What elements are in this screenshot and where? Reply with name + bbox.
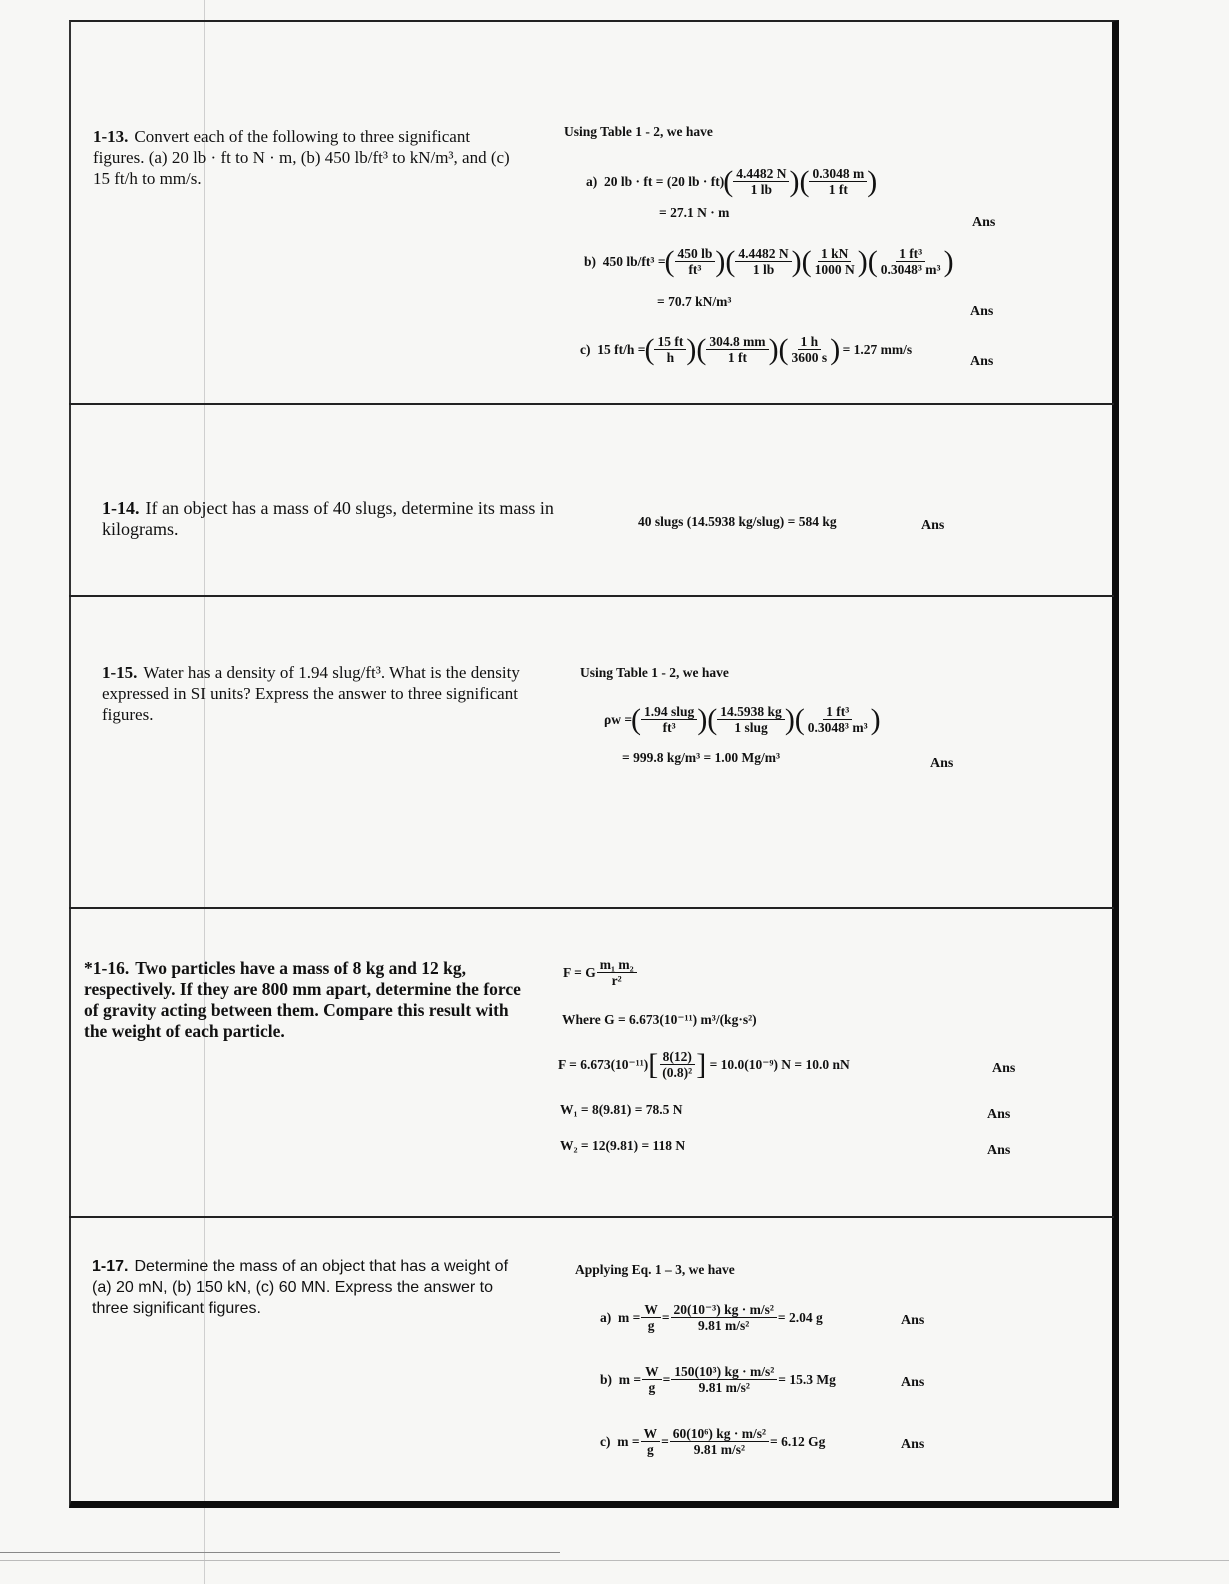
problem-1-13-question [93, 126, 525, 189]
fraction-numerator: 1 kN [818, 246, 851, 262]
answer-marker: Ans [921, 518, 945, 533]
fraction-numerator: 8(12) [660, 1049, 695, 1065]
fraction-numerator: 20(10⁻³) kg · m/s² [671, 1302, 777, 1318]
equation-lhs: F = 6.673(10⁻¹¹) [558, 1056, 649, 1072]
equation-lhs: m = [618, 1371, 642, 1387]
fraction-denominator: 1 slug [734, 720, 768, 735]
answer-marker: Ans [970, 304, 994, 319]
fraction-numerator: W [642, 1364, 662, 1380]
part-label: a) [600, 1309, 612, 1325]
problem-1-15-question [102, 662, 538, 725]
fraction-denominator: g [646, 1442, 654, 1457]
problem-1-17-part-b: b) m = $\frac{W}{g}$ = $\frac{\text{150(10³) kg · m/s²}}{\text{9.81 m/s²}}$ = 15.3 Mg [600, 1364, 836, 1395]
answer-marker: Ans [901, 1375, 925, 1390]
problem-1-16-where: Where G = 6.673(10⁻¹¹) m³/(kg·s²) [562, 1012, 757, 1027]
equation-result: = 10.0(10⁻⁹) N = 10.0 nN [709, 1056, 850, 1072]
answer-marker: Ans [992, 1061, 1016, 1076]
problem-1-15-result: = 999.8 kg/m³ = 1.00 Mg/m³ [622, 750, 781, 765]
problem-number: *1-16. [84, 958, 130, 978]
fraction-numerator: 4.4482 N [735, 246, 791, 262]
fraction-numerator: 1 h [798, 334, 822, 350]
fraction-denominator: 1000 N [814, 262, 855, 277]
answer-marker: Ans [970, 354, 994, 369]
problem-1-17-intro: Applying Eq. 1 – 3, we have [575, 1262, 735, 1277]
fraction-denominator: 9.81 m/s² [698, 1318, 750, 1333]
problem-1-17-part-a: a) m = $\frac{W}{g}$ = $\frac{\text{20(10⁻³) kg · m/s²}}{\text{9.81 m/s²}}$ = 2.04 g [600, 1302, 823, 1333]
section-divider [69, 907, 1114, 909]
fraction-denominator: 1 lb [752, 262, 775, 277]
problem-1-13-intro: Using Table 1 - 2, we have [564, 124, 713, 139]
equation-result: = 6.12 Gg [770, 1433, 826, 1449]
problem-1-14-solution: 40 slugs (14.5938 kg/slug) = 584 kg [638, 514, 837, 529]
problem-1-17-part-c: c) m = $\frac{W}{g}$ = $\frac{\text{60(10⁶) kg · m/s²}}{\text{9.81 m/s²}}$ = 6.12 Gg [600, 1426, 826, 1457]
problem-1-13-part-a: a) 20 lb · ft = (20 lb · ft) ( $\frac{4.4482 N}{1 lb}$ )( $\frac{0.3048 m}{1 ft}$ ) [586, 164, 878, 198]
problem-text: If an object has a mass of 40 slugs, determine its mass in kilograms. [102, 498, 554, 539]
problem-1-16-question [84, 958, 534, 1042]
answer-marker: Ans [972, 215, 996, 230]
equation-result: = 15.3 Mg [778, 1371, 836, 1387]
part-label: b) [600, 1371, 613, 1387]
fraction-numerator: 304.8 mm [706, 334, 768, 350]
scan-edge-line [0, 1552, 560, 1553]
fraction-numerator: 0.3048 m [809, 166, 867, 182]
fraction-numerator: 1 ft³ [823, 704, 852, 720]
problem-1-17-question [92, 1256, 527, 1319]
equation-lhs: m = [618, 1309, 641, 1325]
answer-marker: Ans [987, 1143, 1011, 1158]
fraction-denominator: 1 ft [727, 350, 747, 365]
problem-text: Determine the mass of an object that has a weight of (a) 20 mN, (b) 150 kN, (c) 60 MN. Express the answer to three significant figures. [92, 1258, 509, 1317]
fraction-denominator: 9.81 m/s² [693, 1442, 746, 1457]
fraction-numerator: W [641, 1302, 661, 1318]
problem-text: Two particles have a mass of 8 kg and 12 kg, respectively. If they are 800 mm apart, determine the force of gravity acting between them. Compare this result with the weight of each particle. [84, 958, 521, 1041]
problem-1-16-force-equation: F = 6.673(10⁻¹¹) [ $\frac{8(12)}{\text{(0.8)²}}$ ] = 10.0(10⁻⁹) N = 10.0 nN [558, 1047, 850, 1081]
fraction-denominator: 1 lb [750, 182, 773, 197]
fraction-denominator: 9.81 m/s² [698, 1380, 750, 1395]
fraction-denominator: g [648, 1380, 656, 1395]
problem-number: 1-15. [102, 663, 138, 682]
problem-1-16-weight-2: W₂ = 12(9.81) = 118 N [560, 1138, 686, 1153]
fraction-numerator: 1 ft³ [896, 246, 925, 262]
fraction-denominator: h [666, 350, 675, 365]
fraction-numerator: 1.94 slug [641, 704, 697, 720]
equation-lhs: 20 lb · ft = (20 lb · ft) [604, 173, 725, 189]
answer-marker: Ans [987, 1107, 1011, 1122]
equation-lhs: 450 lb/ft³ = [602, 253, 666, 269]
fraction-numerator: 450 lb [675, 246, 716, 262]
answer-marker: Ans [901, 1313, 925, 1328]
part-label: b) [584, 253, 597, 269]
fraction-denominator: 1 ft [828, 182, 848, 197]
section-divider [69, 1216, 1114, 1218]
problem-1-13-a-result: = 27.1 N · m [659, 205, 730, 220]
equation-result: = 1.27 mm/s [842, 341, 913, 357]
part-label: c) [580, 341, 591, 357]
fraction-denominator: (0.8)² [662, 1065, 693, 1080]
problem-1-13-b-result: = 70.7 kN/m³ [657, 294, 732, 309]
fraction-numerator: m₁ m₂ [597, 957, 637, 973]
problem-number: 1-14. [102, 498, 140, 518]
problem-text: Convert each of the following to three significant figures. (a) 20 lb · ft to N · m, (b) 450 lb/ft³ to kN/m³, and (c) 15 ft/h to mm/s. [93, 127, 510, 188]
scan-edge-line [0, 1560, 1229, 1561]
problem-text: Water has a density of 1.94 slug/ft³. What is the density expressed in SI units? Express the answer to three significant figures. [102, 663, 520, 724]
equation-lhs: F = G [563, 964, 596, 980]
part-label: a) [586, 173, 598, 189]
problem-1-13-part-b: b) 450 lb/ft³ = ( $\frac{450 lb}{\text{ft³}}$ )( $\frac{4.4482 N}{1 lb}$ )( $\frac{1 kN}{1000 N}$ )( $\frac{\text{1 ft³}}{\text{0.3048³ m³}}$ ) [584, 244, 954, 278]
problem-number: 1-13. [93, 127, 129, 146]
problem-1-16-weight-1: W₁ = 8(9.81) = 78.5 N [560, 1102, 683, 1117]
problem-1-16-formula [563, 957, 638, 988]
section-divider [69, 403, 1114, 405]
fraction-denominator: 0.3048³ m³ [880, 262, 941, 277]
problem-1-15-intro: Using Table 1 - 2, we have [580, 665, 729, 680]
part-label: c) [600, 1433, 611, 1449]
equation-lhs: m = [617, 1433, 640, 1449]
fraction-denominator: g [647, 1318, 655, 1333]
problem-1-15-equation: ρw = ( $\frac{\text{1.94 slug}}{\text{ft³}}$ )( $\frac{14.5938 kg}{\text{1 slug}}$ )( $\frac{\text{1 ft³}}{\text{0.3048³ m³}}$ ) [604, 702, 881, 736]
fraction-numerator: 14.5938 kg [717, 704, 785, 720]
equation-lhs: ρw = [604, 711, 633, 727]
fraction-numerator: W [641, 1426, 661, 1442]
fraction-numerator: 150(10³) kg · m/s² [671, 1364, 777, 1380]
fraction-numerator: 15 ft [654, 334, 686, 350]
problem-1-13-part-c: c) 15 ft/h = ( $\frac{15 ft}{h}$ )( $\frac{304.8 mm}{1 ft}$ )( $\frac{1 h}{3600 s}$ ) = 1.27 mm/s [580, 332, 913, 366]
fraction-denominator: ft³ [662, 720, 676, 735]
problem-number: 1-17. [92, 1258, 129, 1275]
problem-1-14-question [102, 498, 557, 540]
equation-result: = 2.04 g [777, 1309, 823, 1325]
fraction-denominator: r² [611, 973, 622, 988]
section-divider [69, 595, 1114, 597]
answer-marker: Ans [930, 756, 954, 771]
fraction-numerator: 4.4482 N [733, 166, 789, 182]
answer-marker: Ans [901, 1437, 925, 1452]
fraction-denominator: 3600 s [791, 350, 828, 365]
fraction-denominator: ft³ [688, 262, 702, 277]
fraction-denominator: 0.3048³ m³ [807, 720, 868, 735]
fraction-numerator: 60(10⁶) kg · m/s² [670, 1426, 769, 1442]
equation-lhs: 15 ft/h = [597, 341, 646, 357]
